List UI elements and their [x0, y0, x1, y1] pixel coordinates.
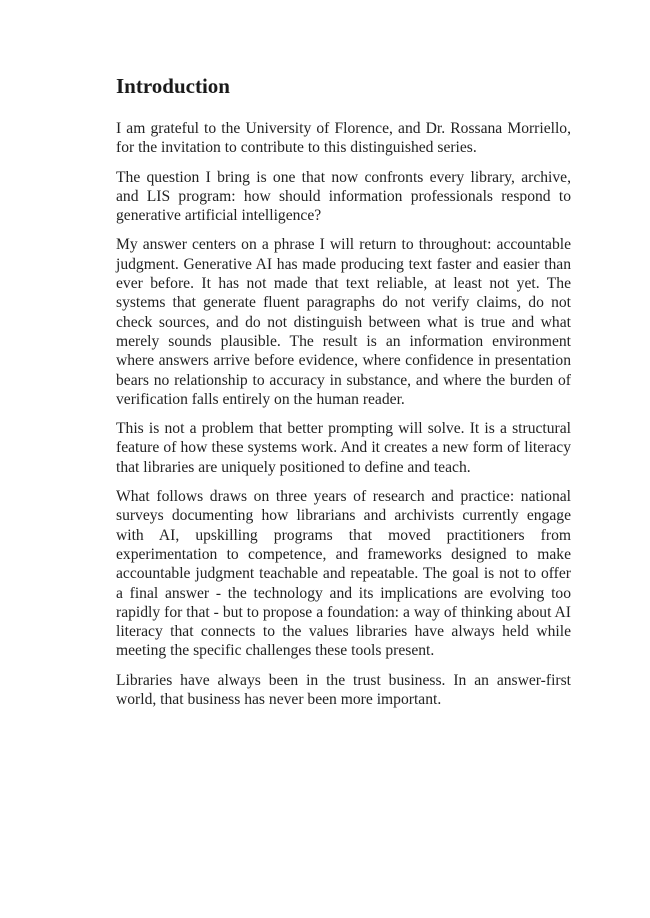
paragraph: What follows draws on three years of research and practice: national surveys documenting how librarians and archivists currently engage with AI, upskilling programs that moved practitioners from experimentation to competence, and frameworks designed to make accountable judgment teachable and repeatable. The goal is not to offer a final answer - the technology and its implications are evolving too rapidly for that - but to propose a foundation: a way of thinking about AI literacy that connects to the values libraries have always held while meeting the specific challenges these tools present. — [116, 488, 571, 660]
paragraph: My answer centers on a phrase I will return to throughout: accountable judgment. Generative AI has made producing text faster and easier than ever before. It has not made that text reliable, at least not yet. The systems that generate fluent paragraphs do not verify claims, do not check sources, and do not distinguish between what is true and what merely sounds plausible. The result is an information environment where answers arrive before evidence, where confidence in presentation bears no relationship to accuracy in substance, and where the burden of verification falls entirely on the human reader. — [116, 236, 571, 408]
paragraph: I am grateful to the University of Florence, and Dr. Rossana Morriello, for the invitation to contribute to this distinguished series. — [116, 120, 571, 157]
section-heading: Introduction — [116, 74, 230, 98]
paragraph: Libraries have always been in the trust business. In an answer-first world, that business has never been more important. — [116, 671, 571, 709]
paragraph: The question I bring is one that now confronts every library, archive, and LIS program: how should information professionals respond to generative artificial intelligence? — [116, 168, 571, 225]
page-content — [116, 72, 571, 719]
paragraph: This is not a problem that better prompting will solve. It is a structural feature of how these systems work. And it creates a new form of literacy that libraries are uniquely positioned to define and teach. — [116, 420, 571, 476]
